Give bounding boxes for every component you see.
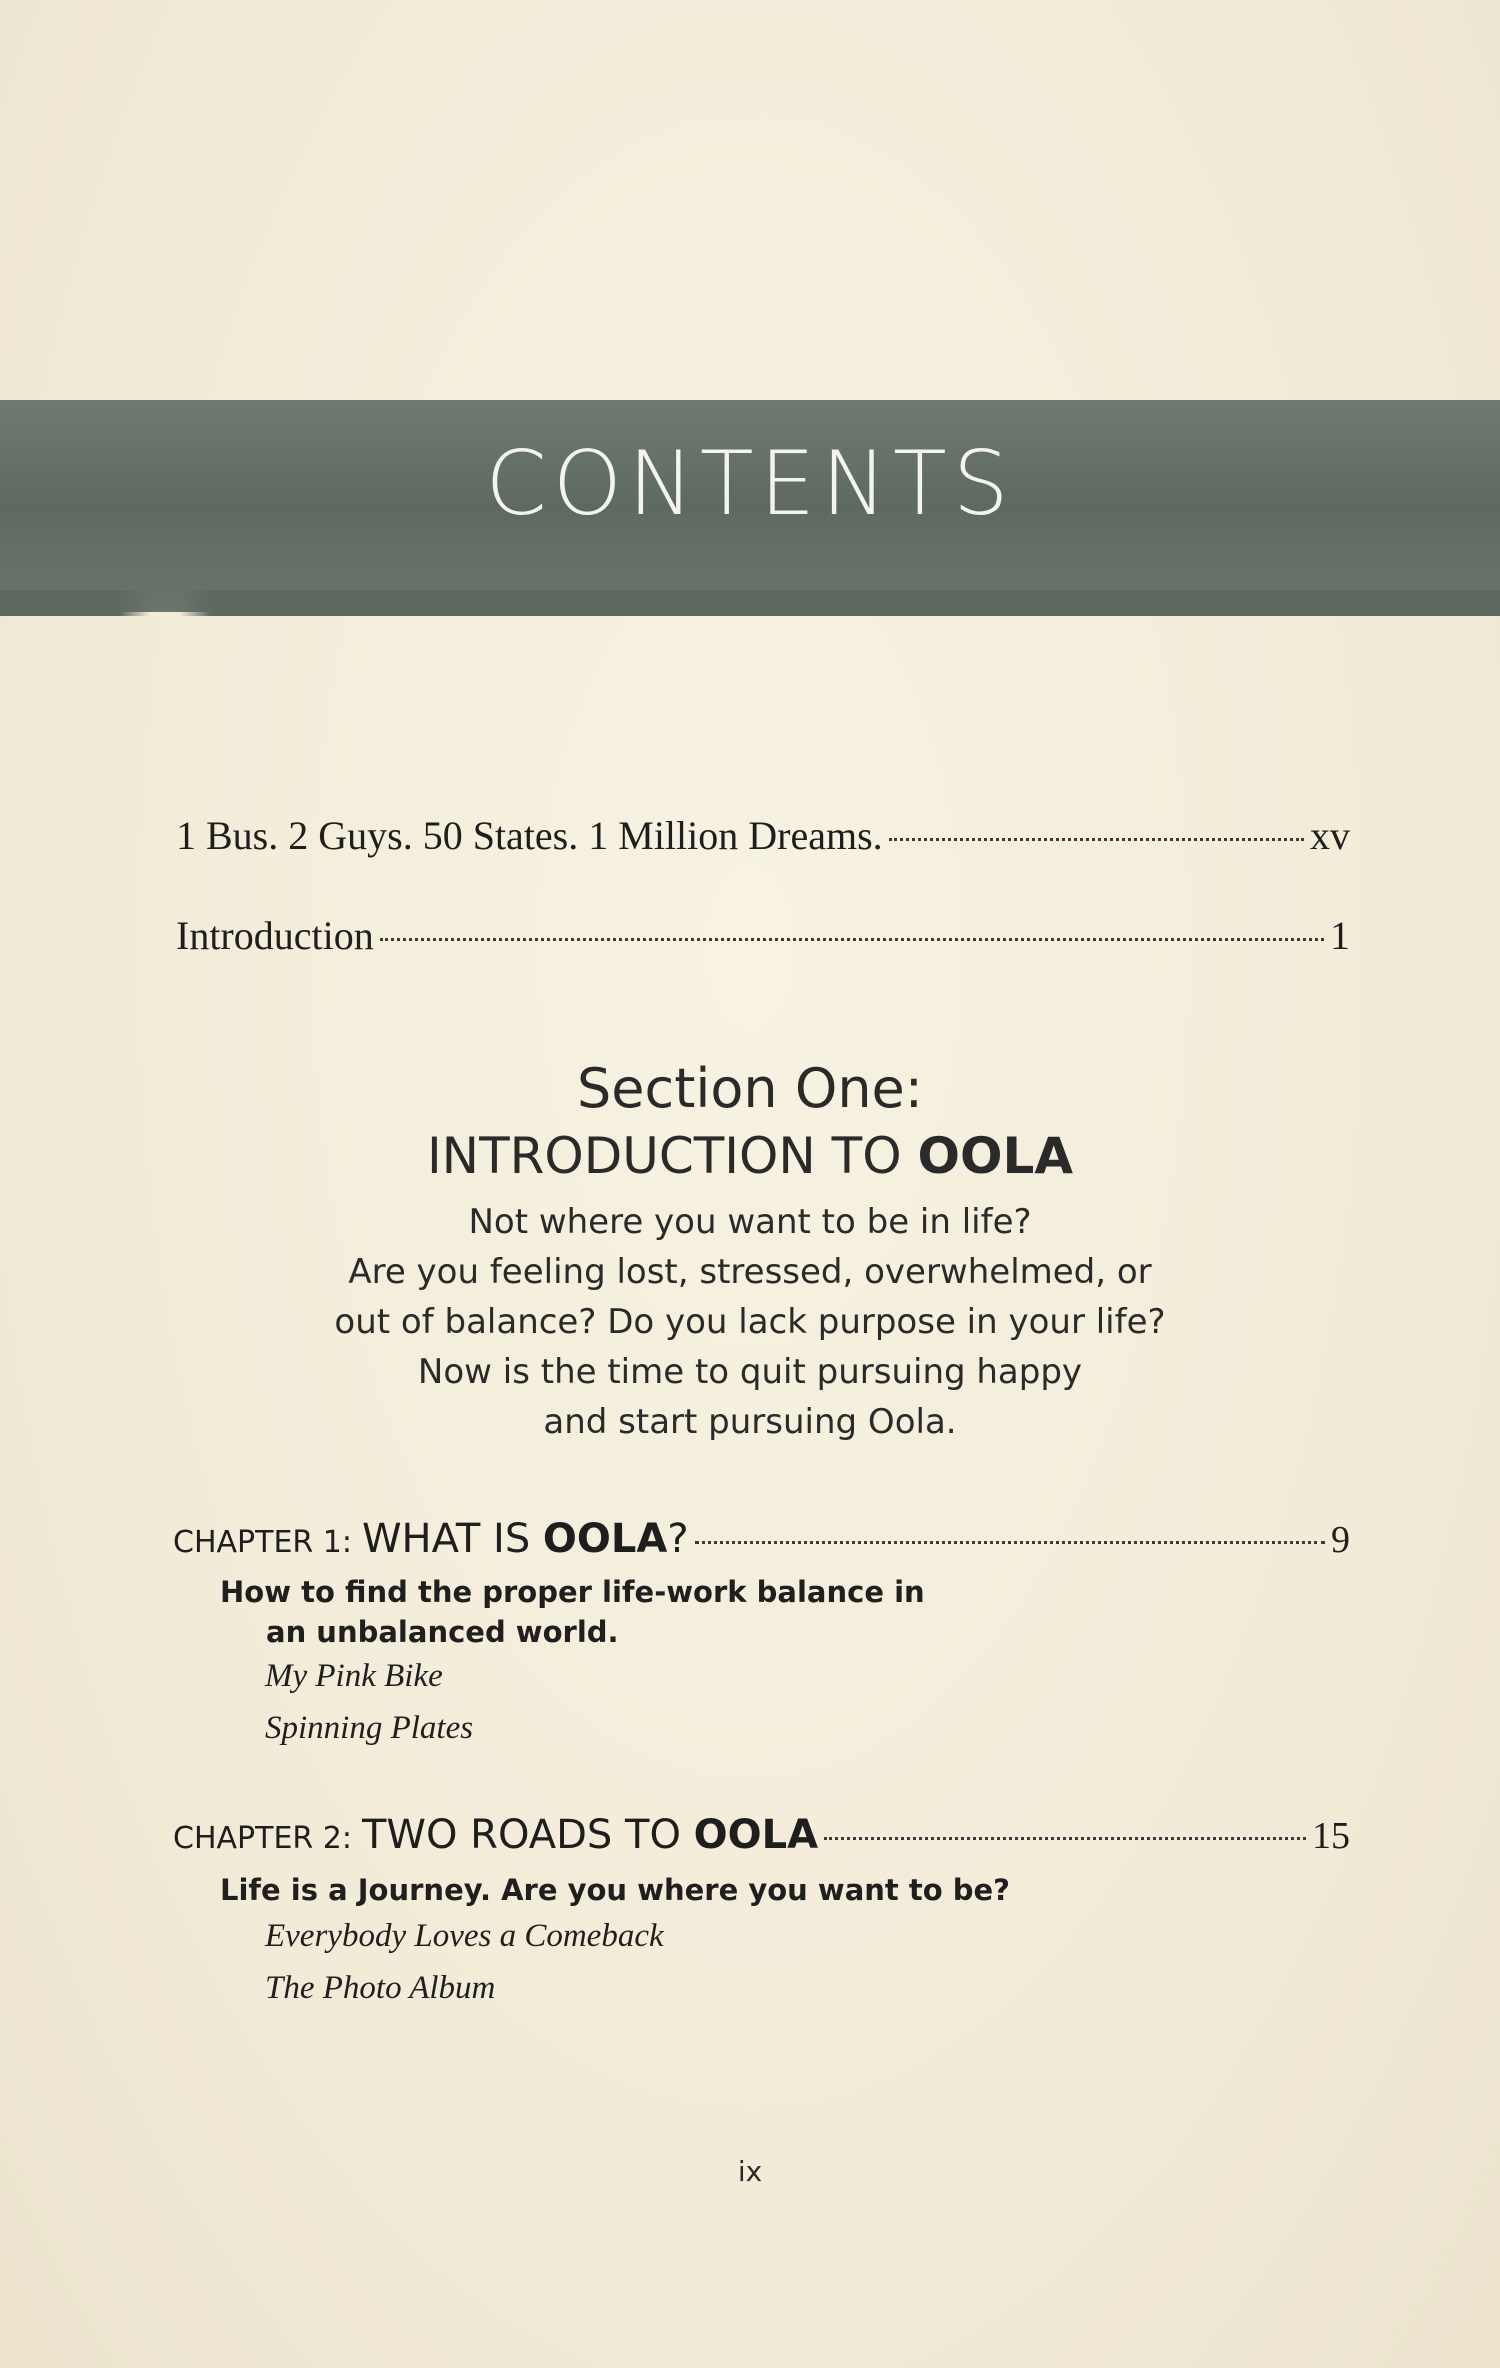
chapter-description: Life is a Journey. Are you where you want to be?: [220, 1873, 1011, 1907]
section-title: Section One:: [577, 1057, 923, 1120]
dot-leader: [695, 1541, 1325, 1544]
page-title: CONTENTS: [485, 432, 1015, 535]
toc-entry-introduction[interactable]: [176, 912, 1350, 959]
section-description: Not where you want to be in life? Are you feeling lost, stressed, overwhelmed, or out of balance? Do you lack purpose in your life? Now is the time to quit pursuing happy and start pursuing Oola.: [334, 1202, 1166, 1442]
subsection-item[interactable]: Spinning Plates: [265, 1710, 474, 1746]
toc-entry-page: xv: [1310, 813, 1350, 858]
toc-entry-page: 15: [1312, 1815, 1350, 1857]
toc-entry-prologue[interactable]: [176, 812, 1350, 859]
section-one-block: [250, 1055, 1250, 1447]
oola-brand: OOLA: [917, 1127, 1074, 1185]
subsection-item[interactable]: The Photo Album: [265, 1970, 496, 2006]
toc-entry-page: 1: [1330, 913, 1350, 958]
toc-entry-chapter-2[interactable]: [173, 1812, 1350, 1858]
toc-entry-title: 1 Bus. 2 Guys. 50 States. 1 Million Dreams.: [176, 813, 883, 858]
page-number: ix: [737, 2155, 763, 2188]
subsection-item[interactable]: My Pink Bike: [265, 1658, 443, 1694]
chapter-name: WHAT IS OOLA?: [361, 1516, 689, 1562]
chapter-name: TWO ROADS TO OOLA: [361, 1812, 819, 1858]
chapter-label: CHAPTER 1:: [173, 1525, 352, 1560]
chapter-label: CHAPTER 2:: [173, 1821, 352, 1856]
dot-leader: [380, 938, 1324, 941]
toc-entry-page: 9: [1331, 1519, 1350, 1561]
section-subtitle: INTRODUCTION TO OOLA: [426, 1127, 1074, 1185]
dot-leader: [889, 838, 1304, 841]
dot-leader: [824, 1837, 1306, 1840]
banner-brush-edge: [0, 590, 1500, 616]
toc-entry-chapter-1[interactable]: [173, 1516, 1350, 1562]
chapter-description: How to find the proper life-work balance in an unbalanced world.: [220, 1575, 925, 1649]
toc-entry-title: Introduction: [176, 913, 374, 958]
subsection-item[interactable]: Everybody Loves a Comeback: [265, 1918, 664, 1954]
